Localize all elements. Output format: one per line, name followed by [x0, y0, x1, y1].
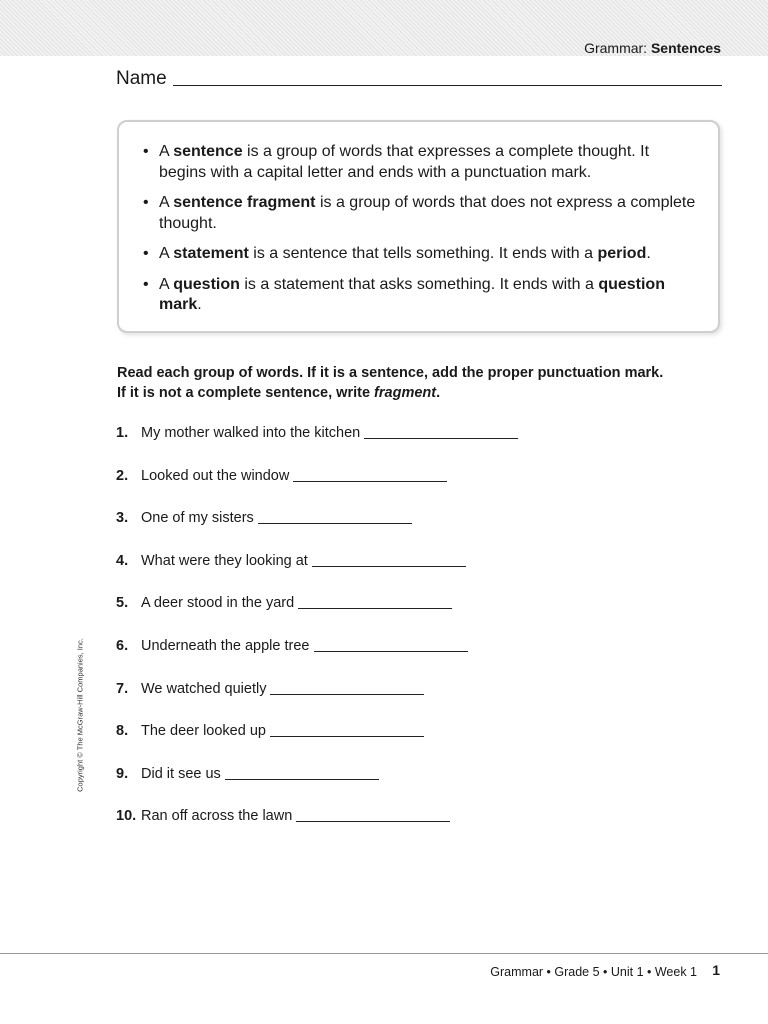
footer-course-info: Grammar • Grade 5 • Unit 1 • Week 1	[490, 965, 697, 979]
definition-text: A	[159, 245, 174, 262]
definition-term: sentence fragment	[173, 194, 316, 211]
definition-item	[143, 275, 698, 316]
answer-blank[interactable]	[270, 735, 424, 737]
question-item	[116, 766, 379, 786]
answer-blank[interactable]	[270, 693, 424, 695]
question-text: We watched quietly	[141, 680, 267, 697]
answer-blank[interactable]	[225, 778, 379, 780]
definition-text: A	[159, 275, 174, 293]
question-text: Did it see us	[141, 765, 221, 782]
bullet-icon: •	[143, 194, 149, 211]
question-number: 4.	[116, 552, 129, 569]
bullet-icon: •	[143, 275, 149, 293]
answer-blank[interactable]	[312, 565, 466, 567]
question-number: 10.	[116, 808, 137, 825]
question-text: My mother walked into the kitchen	[141, 425, 361, 441]
definition-term: period	[597, 245, 647, 262]
definition-box	[117, 120, 720, 333]
question-item	[116, 681, 424, 701]
page-number: 1	[712, 962, 720, 978]
question-item	[116, 468, 447, 488]
question-text: Ran off across the lawn	[141, 808, 293, 825]
question-item	[116, 425, 518, 445]
question-number: 8.	[116, 723, 129, 740]
definition-text: A	[159, 194, 174, 211]
instructions-line-2	[117, 383, 727, 403]
header-prefix: Grammar:	[584, 40, 651, 56]
definition-term: statement	[173, 245, 249, 262]
name-blank-line[interactable]	[173, 85, 722, 86]
instructions-line-2-prefix: If it is not a complete sentence, write	[117, 385, 375, 401]
instructions-line-1: Read each group of words. If it is a sentence, add the proper punctuation mark.	[117, 365, 664, 381]
answer-blank[interactable]	[293, 480, 447, 482]
definition-text: .	[197, 296, 202, 313]
definition-text: is a group of words that expresses a complete thought. It begins with a capital letter and ends with a punctuation mark.	[159, 143, 650, 181]
definition-list	[119, 122, 718, 316]
question-item	[116, 808, 450, 828]
name-row	[116, 66, 722, 92]
definition-term: sentence	[173, 143, 243, 160]
question-text: A deer stood in the yard	[141, 595, 295, 612]
question-text: Looked out the window	[141, 467, 290, 484]
answer-blank[interactable]	[296, 820, 450, 822]
question-text: One of my sisters	[141, 510, 254, 527]
question-number: 2.	[116, 467, 129, 484]
worksheet-topic-header	[584, 40, 721, 56]
copyright-notice: Copyright © The McGraw-Hill Companies, Inc.	[75, 638, 85, 792]
question-text: Underneath the apple tree	[141, 638, 310, 654]
question-item	[116, 595, 452, 615]
question-number: 5.	[116, 595, 129, 612]
answer-blank[interactable]	[364, 437, 518, 439]
question-item	[116, 723, 424, 743]
question-text: What were they looking at	[141, 552, 308, 569]
question-item	[116, 638, 468, 658]
answer-blank[interactable]	[314, 650, 468, 652]
instructions	[117, 363, 727, 403]
question-item	[116, 553, 466, 573]
question-number: 9.	[116, 765, 129, 782]
question-item	[116, 510, 412, 530]
definition-text: is a group of words that does not express a complete thought.	[159, 194, 696, 232]
name-label: Name	[116, 68, 167, 89]
instructions-keyword: fragment	[374, 385, 437, 401]
definition-item	[143, 244, 698, 265]
answer-blank[interactable]	[298, 607, 452, 609]
definition-term: question mark	[159, 275, 665, 313]
header-topic: Sentences	[650, 40, 721, 56]
question-number: 6.	[116, 638, 129, 654]
question-text: The deer looked up	[141, 723, 266, 740]
question-number: 1.	[116, 425, 129, 441]
question-number: 3.	[116, 510, 129, 527]
definition-text: is a statement that asks something. It ends with a	[239, 275, 599, 293]
instructions-line-2-suffix: .	[436, 385, 441, 401]
definition-term: question	[173, 275, 240, 293]
definition-item	[143, 193, 698, 234]
bullet-icon: •	[143, 143, 149, 160]
definition-text: is a sentence that tells something. It ends with a	[248, 245, 598, 262]
definition-text: A	[159, 143, 174, 160]
definition-text: .	[646, 245, 651, 262]
footer-divider	[0, 953, 768, 954]
answer-blank[interactable]	[258, 522, 412, 524]
question-number: 7.	[116, 680, 129, 697]
bullet-icon: •	[143, 245, 149, 262]
definition-item	[143, 142, 698, 183]
